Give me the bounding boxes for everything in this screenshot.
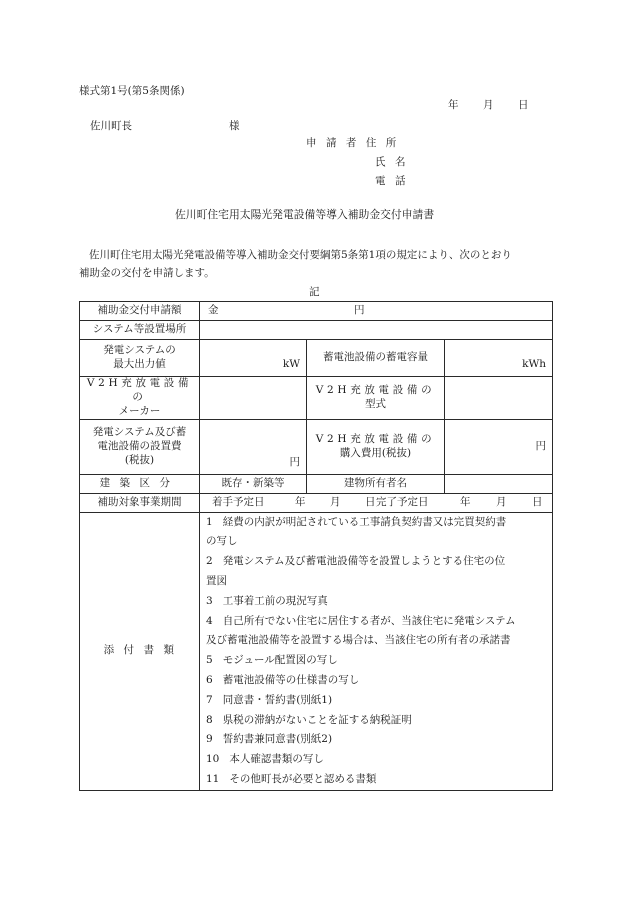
attachment-item: 11 その他町長が必要と認める書類 xyxy=(206,772,377,785)
period-start-day: 日 xyxy=(365,495,376,508)
period-end-month: 月 xyxy=(496,495,507,508)
grant-amount-prefix: 金 xyxy=(208,304,219,317)
attachment-item: 10 本人確認書類の写し xyxy=(206,753,324,766)
v2h-cost-field[interactable] xyxy=(445,419,553,474)
v2h-cost-label xyxy=(307,419,445,474)
row-building xyxy=(80,474,553,493)
attachment-item-cont: 及び蓄電池設備等を設置する場合は、当該住宅の所有者の承諾書 xyxy=(206,634,511,647)
pv-output-label xyxy=(80,340,200,377)
pv-output-label-line: 最大出力値 xyxy=(113,358,166,370)
row-capacity xyxy=(80,340,553,377)
v2h-cost-label-line: V2H充放電設備の xyxy=(315,432,436,445)
grant-amount-label: 補助金交付申請額 xyxy=(80,302,200,321)
v2h-model-label xyxy=(307,377,445,420)
install-location-field[interactable] xyxy=(200,321,553,340)
attachment-item: 9 誓約書兼同意書(別紙2) xyxy=(206,733,333,746)
v2h-model-label-line: 型式 xyxy=(365,397,386,410)
row-project-period xyxy=(80,493,553,512)
attachment-item: 7 同意書・誓約書(別紙1) xyxy=(206,693,333,706)
install-location-label: システム等設置場所 xyxy=(80,321,200,340)
install-cost-label-line: 発電システム及び蓄 xyxy=(92,425,187,438)
building-owner-field[interactable] xyxy=(445,474,553,493)
v2h-maker-label-line: メーカー xyxy=(118,404,161,417)
battery-capacity-label: 蓄電池設備の蓄電容量 xyxy=(307,340,445,377)
form-number: 様式第1号(第5条関係) xyxy=(79,85,185,97)
attachment-item: 3 工事着工前の現況写真 xyxy=(206,594,328,607)
period-end-day: 日 xyxy=(532,495,543,508)
row-attachments xyxy=(80,512,553,790)
grant-amount-field[interactable] xyxy=(200,302,553,321)
row-v2h xyxy=(80,377,553,420)
period-start-label: 着手予定日 xyxy=(212,495,265,508)
project-period-label: 補助対象事業期間 xyxy=(80,493,200,512)
date-day-label: 日 xyxy=(518,99,529,111)
attachment-item: 6 蓄電池設備等の仕様書の写し xyxy=(206,673,360,686)
attachment-item: 2 発電システム及び蓄電池設備等を設置しようとする住宅の位 xyxy=(206,555,506,568)
addressee-suffix: 様 xyxy=(229,120,240,132)
battery-capacity-unit: kWh xyxy=(522,358,547,371)
period-end-label: 完了予定日 xyxy=(376,495,429,508)
pv-output-unit: kW xyxy=(282,358,300,371)
attachments-list xyxy=(200,512,553,790)
applicant-address-label: 申請者住所 xyxy=(306,137,406,149)
attachments-label: 添付書類 xyxy=(80,512,200,790)
attachment-item-cont: 置図 xyxy=(206,574,227,587)
intro-line-1: 佐川町住宅用太陽光発電設備等導入補助金交付要綱第5条第1項の規定により、次のとおり xyxy=(89,249,512,261)
attachment-item: 5 モジュール配置図の写し xyxy=(206,654,338,667)
row-costs xyxy=(80,419,553,474)
project-period-field[interactable] xyxy=(200,493,553,512)
period-start-year: 年 xyxy=(295,495,306,508)
v2h-cost-unit: 円 xyxy=(535,439,547,452)
v2h-model-field[interactable] xyxy=(445,377,553,420)
row-grant-amount xyxy=(80,302,553,321)
application-table xyxy=(79,301,553,791)
date-month-label: 月 xyxy=(483,99,494,111)
install-cost-field[interactable] xyxy=(200,419,307,474)
addressee-name: 佐川町長 xyxy=(90,120,132,132)
building-category-label: 建築区分 xyxy=(80,474,200,493)
building-category-value[interactable]: 既存・新築等 xyxy=(200,474,307,493)
install-cost-unit: 円 xyxy=(289,455,300,468)
install-cost-label xyxy=(80,419,200,474)
pv-output-field[interactable] xyxy=(200,340,307,377)
install-cost-label-line: (税抜) xyxy=(124,453,155,466)
grant-amount-unit: 円 xyxy=(354,304,365,317)
v2h-maker-label-line: V2H充放電設備の xyxy=(86,377,193,403)
v2h-model-label-line: V2H充放電設備の xyxy=(315,383,436,396)
document-title: 佐川町住宅用太陽光発電設備等導入補助金交付申請書 xyxy=(175,208,435,221)
install-cost-label-line: 電池設備の設置費 xyxy=(97,439,182,452)
attachment-item: 1 経費の内訳が明記されている工事請負契約書又は完買契約書 xyxy=(206,515,507,528)
row-install-location xyxy=(80,321,553,340)
intro-line-2: 補助金の交付を申請します。 xyxy=(79,267,215,279)
date-year-label: 年 xyxy=(448,99,459,111)
v2h-maker-label xyxy=(80,377,200,420)
pv-output-label-line: 発電システムの xyxy=(103,344,176,357)
applicant-name-label: 氏名 xyxy=(375,156,415,168)
period-start-month: 月 xyxy=(330,495,341,508)
applicant-phone-label: 電話 xyxy=(375,175,415,187)
building-owner-label: 建物所有者名 xyxy=(307,474,445,493)
period-end-year: 年 xyxy=(460,495,471,508)
attachment-item: 8 県税の滞納がないことを証する納税証明 xyxy=(206,713,412,726)
v2h-cost-label-line: 購入費用(税抜) xyxy=(339,446,412,459)
ki-heading: 記 xyxy=(309,286,320,298)
battery-capacity-field[interactable] xyxy=(445,340,553,377)
v2h-maker-field[interactable] xyxy=(200,377,307,420)
attachment-item: 4 自己所有でない住宅に居住する者が、当該住宅に発電システム xyxy=(206,614,516,627)
attachment-item-cont: の写し xyxy=(206,535,238,548)
